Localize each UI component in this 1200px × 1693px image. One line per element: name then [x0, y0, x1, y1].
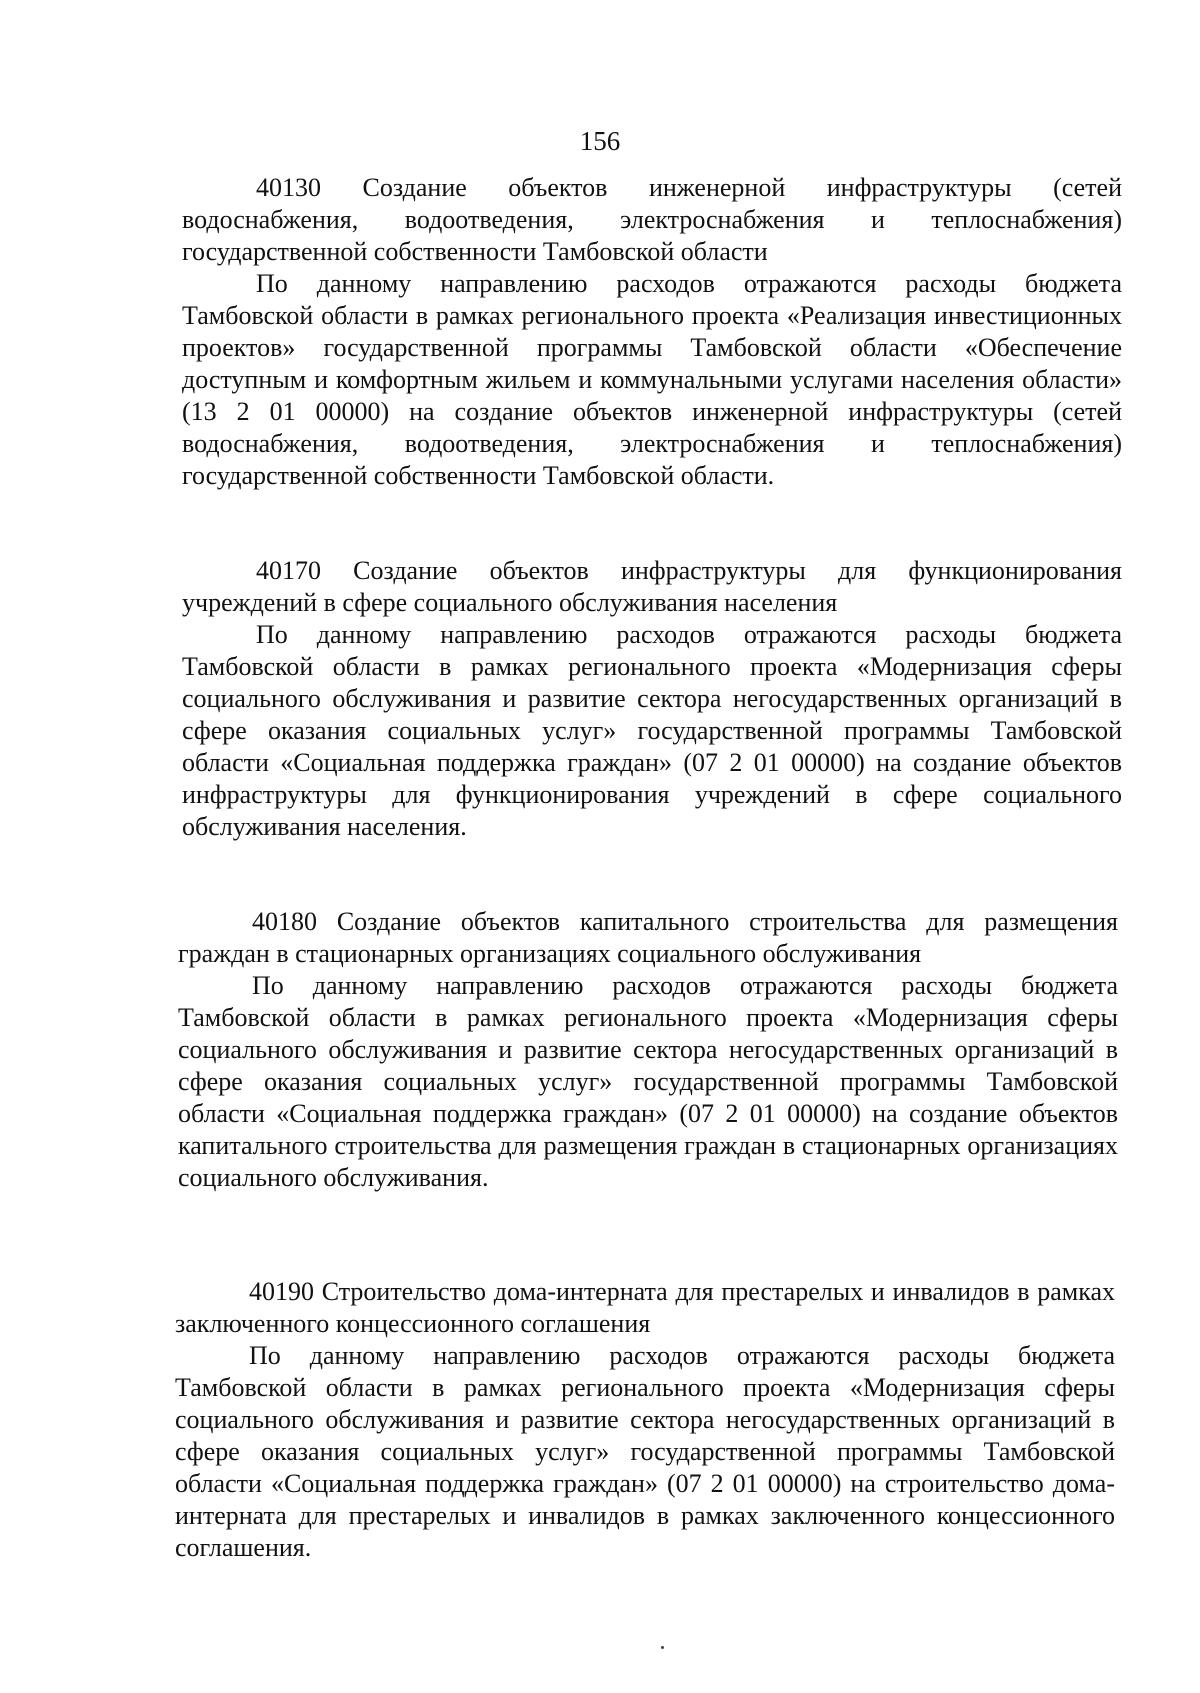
page-number: 156 [579, 126, 621, 156]
section-heading: 40190 Строительство дома-интерната для престарелых и инвалидов в рамках заключенного концессионного соглашения [175, 1277, 1115, 1338]
section-40130 [182, 172, 1122, 492]
section-body: По данному направлению расходов отражаются расходы бюджета Тамбовской области в рамках регионального проекта «Модернизация сферы социального обслуживания и развитие сектора негосударственных организаций в сфере оказания социальных услуг» государственной программы Тамбовской области «Социальная поддержка граждан» (07 2 01 00000) на создание объектов инфраструктуры для функционирования учреждений в сфере социального обслуживания населения. [182, 620, 1122, 841]
section-heading: 40180 Создание объектов капитального строительства для размещения граждан в стационарных организациях социального обслуживания [178, 907, 1118, 968]
section-heading: 40130 Создание объектов инженерной инфраструктуры (сетей водоснабжения, водоотведения, электроснабжения и теплоснабжения) государственной собственности Тамбовской области [182, 173, 1122, 266]
section-body: По данному направлению расходов отражаются расходы бюджета Тамбовской области в рамках регионального проекта «Модернизация сферы социального обслуживания и развитие сектора негосударственных организаций в сфере оказания социальных услуг» государственной программы Тамбовской области «Социальная поддержка граждан» (07 2 01 00000) на строительство дома-интерната для престарелых и инвалидов в рамках заключенного концессионного соглашения. [175, 1341, 1115, 1562]
scan-speck [661, 1646, 664, 1649]
section-40190 [175, 1276, 1115, 1564]
section-40170 [182, 555, 1122, 843]
section-body: По данному направлению расходов отражаются расходы бюджета Тамбовской области в рамках регионального проекта «Модернизация сферы социального обслуживания и развитие сектора негосударственных организаций в сфере оказания социальных услуг» государственной программы Тамбовской области «Социальная поддержка граждан» (07 2 01 00000) на создание объектов капитального строительства для размещения граждан в стационарных организациях социального обслуживания. [178, 971, 1118, 1192]
section-heading: 40170 Создание объектов инфраструктуры для функционирования учреждений в сфере социального обслуживания населения [182, 556, 1122, 617]
section-40180 [178, 906, 1118, 1194]
section-body: По данному направлению расходов отражаются расходы бюджета Тамбовской области в рамках регионального проекта «Реализация инвестиционных проектов» государственной программы Тамбовской области «Обеспечение доступным и комфортным жильем и коммунальными услугами населения области» (13 2 01 00000) на создание объектов инженерной инфраструктуры (сетей водоснабжения, водоотведения, электроснабжения и теплоснабжения) государственной собственности Тамбовской области. [182, 269, 1122, 490]
